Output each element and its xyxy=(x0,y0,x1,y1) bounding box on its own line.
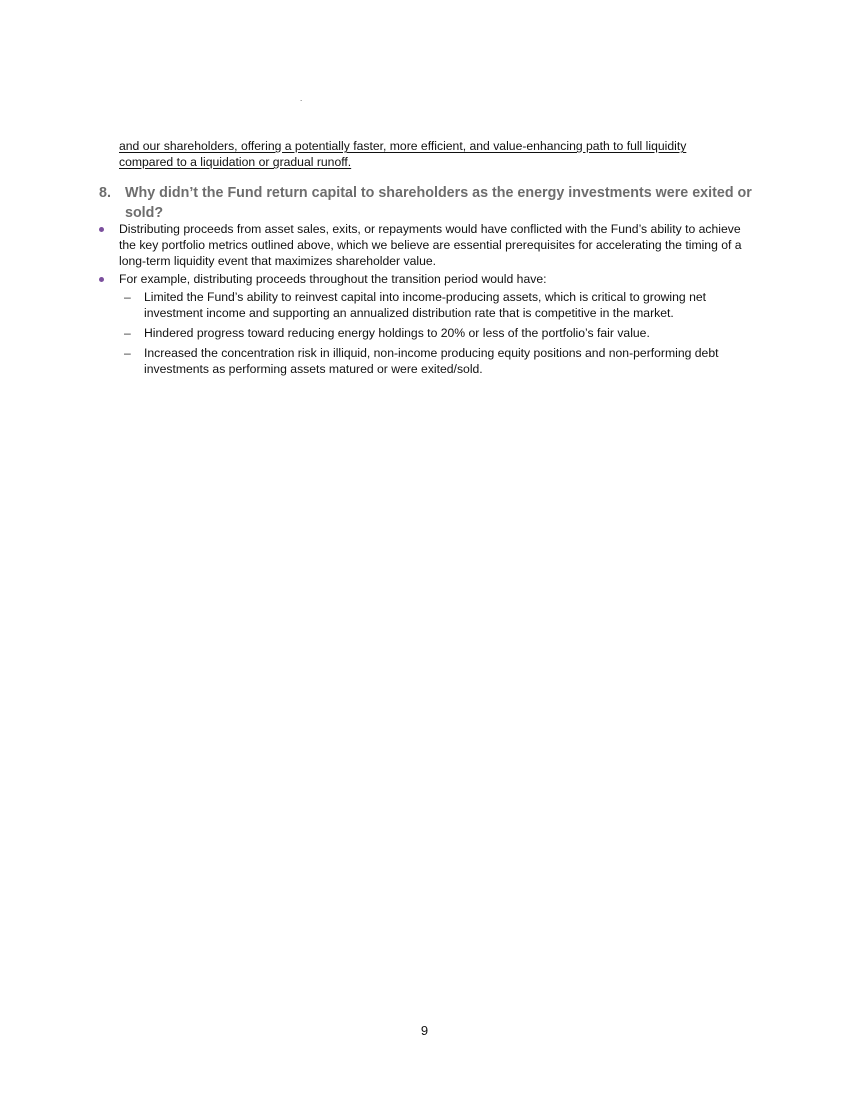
continued-paragraph xyxy=(119,138,759,170)
answer-bullet xyxy=(99,271,759,377)
continued-line: and our shareholders, offering a potentially faster, more efficient, and value-enhancing path to full liquidity xyxy=(119,139,687,153)
dash-icon: – xyxy=(124,290,131,304)
continued-line: compared to a liquidation or gradual runoff. xyxy=(119,155,352,169)
sub-item-text: Limited the Fund’s ability to reinvest capital into income-producing assets, which is critical to growing net investment income and supporting an annualized distribution rate that is competitive in the market. xyxy=(144,290,707,320)
sub-item xyxy=(119,345,759,377)
bullet-text: Distributing proceeds from asset sales, exits, or repayments would have conflicted with the Fund’s ability to achieve the key portfolio metrics outlined above, which we believe are essential prerequisites for accelerating the timing of a long-term liquidity event that maximizes shareholder value. xyxy=(119,222,742,268)
faq-question xyxy=(99,183,759,223)
question-number: 8. xyxy=(99,185,111,201)
sub-item-text: Increased the concentration risk in illiquid, non-income producing equity positions and non-performing debt investments as performing assets matured or were exited/sold. xyxy=(144,346,719,376)
stray-mark: . xyxy=(300,94,303,103)
bullet-text: For example, distributing proceeds throughout the transition period would have: xyxy=(119,272,547,286)
question-text: Why didn’t the Fund return capital to shareholders as the energy investments were exited or sold? xyxy=(125,185,752,221)
dash-icon: – xyxy=(124,346,131,360)
bullet-dot-icon xyxy=(99,277,104,282)
answer-bullet xyxy=(99,221,759,269)
sub-item xyxy=(119,325,759,341)
sub-item xyxy=(119,289,759,321)
answer-list xyxy=(99,221,759,381)
sub-item-text: Hindered progress toward reducing energy holdings to 20% or less of the portfolio’s fair value. xyxy=(144,326,650,340)
dash-icon: – xyxy=(124,326,131,340)
sub-list xyxy=(119,289,759,377)
bullet-dot-icon xyxy=(99,227,104,232)
page-number: 9 xyxy=(420,1023,429,1038)
